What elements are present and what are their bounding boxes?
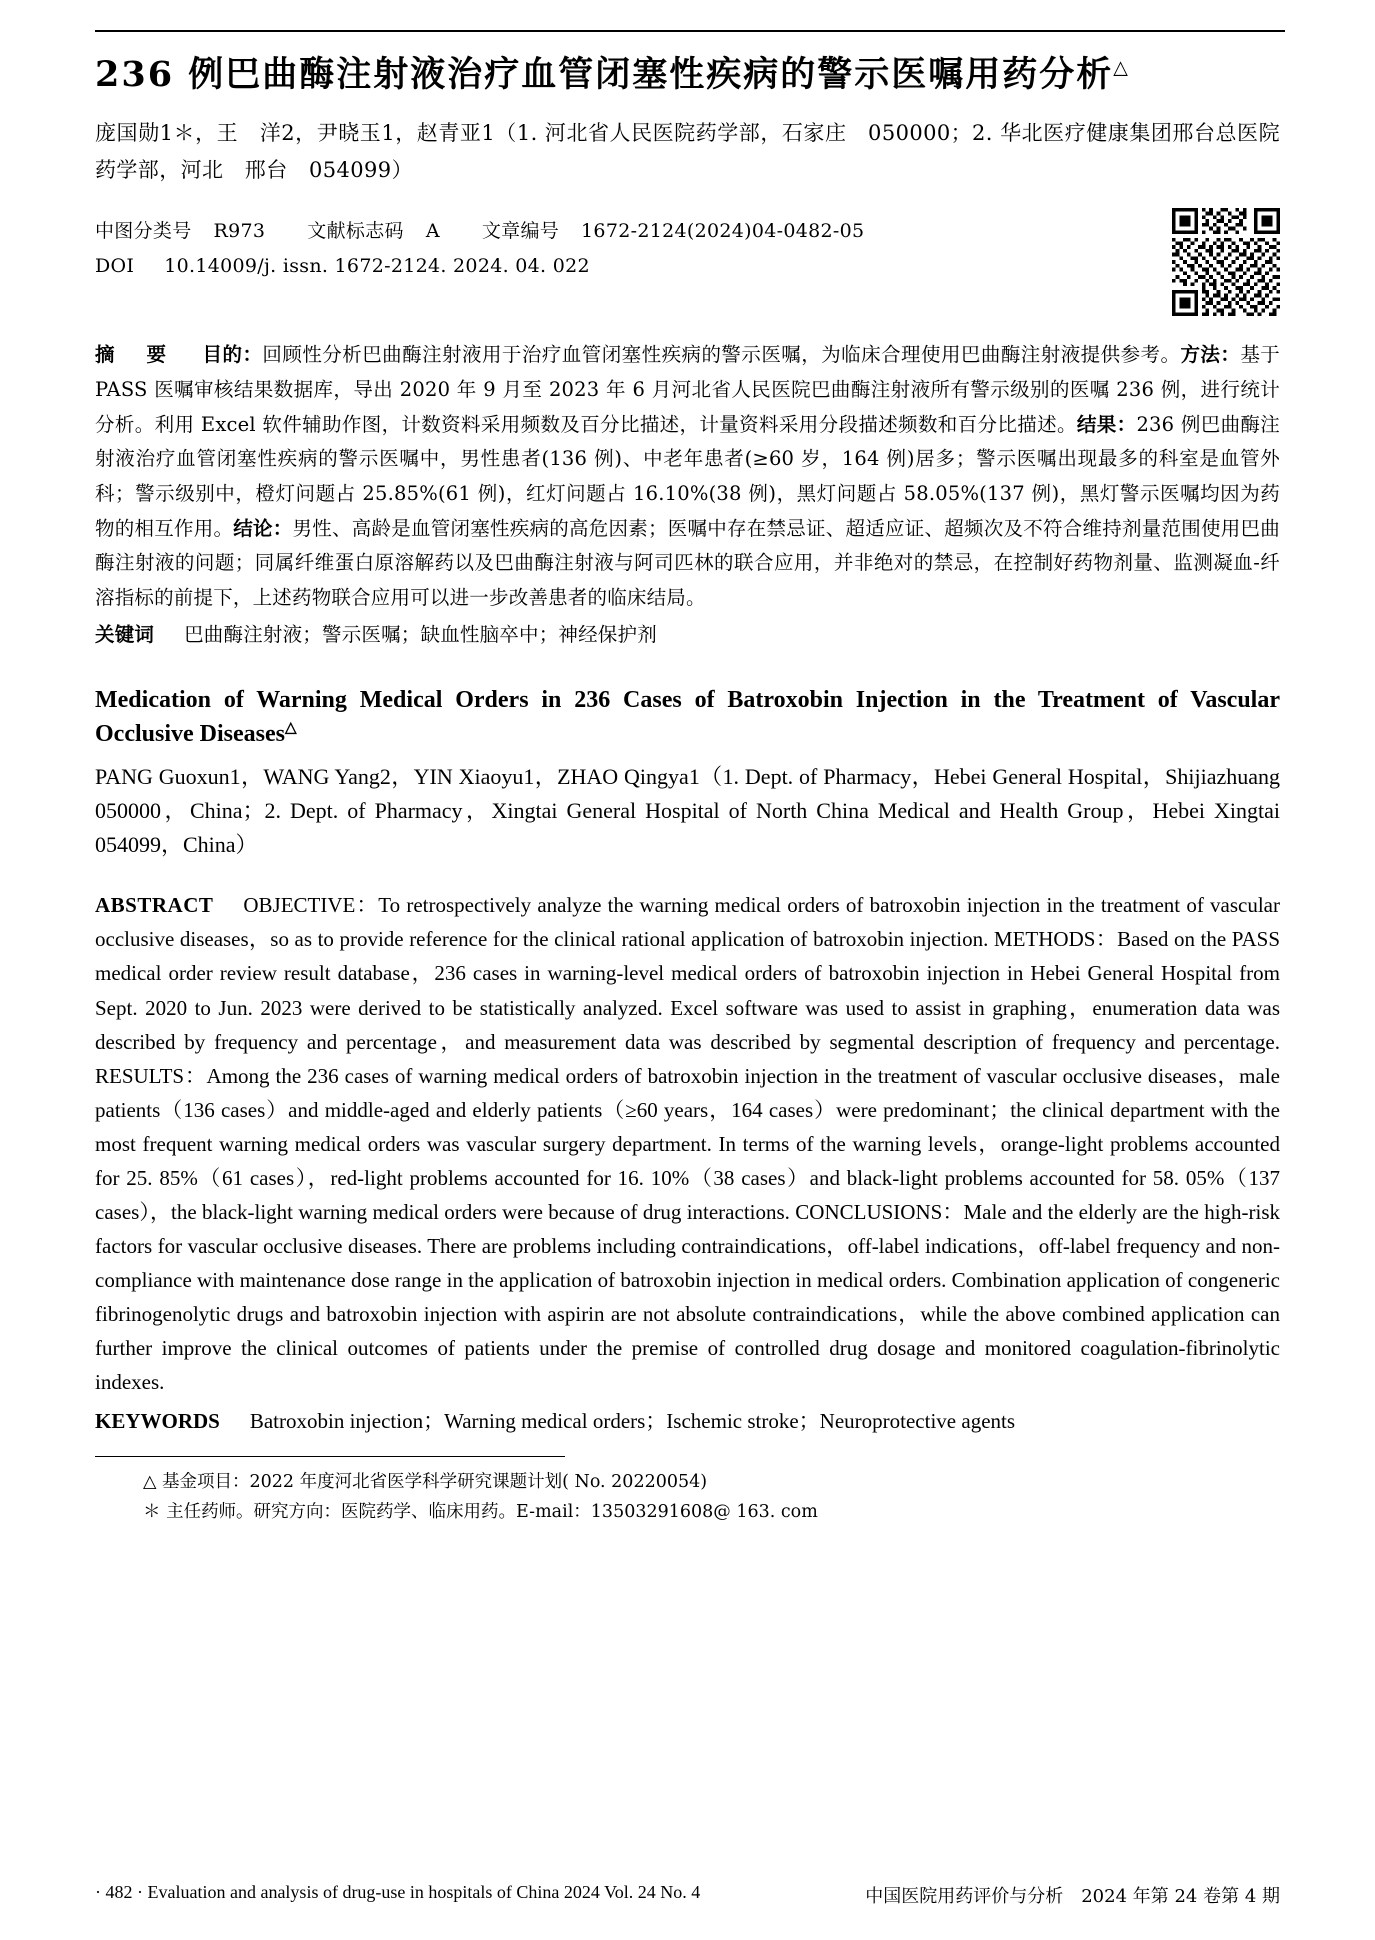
footnote-author: ＊ 主任药师。研究方向：医院药学、临床用药。E-mail：13503291608@ 163. com (143, 1502, 818, 1523)
page-footer (95, 1882, 1280, 1908)
abstract-cn-objective-label: 目的： (202, 343, 263, 367)
abstract-en-results-label: RESULTS： (95, 1063, 207, 1088)
qr-code-icon (1172, 208, 1280, 316)
keywords-en-label: KEYWORDS (95, 1408, 220, 1433)
abstract-en-objective: To retrospectively analyze the warning medical orders of batroxobin injection in the treatment of vascular occlusive diseases，so as to provide reference for the clinical rational application of batroxobin injection. (95, 893, 1280, 952)
abstract-cn-results-label: 结果： (1076, 412, 1137, 436)
page-title-cn-text: 236 例巴曲酶注射液治疗血管闭塞性疾病的警示医嘱用药分析 (95, 54, 1114, 95)
keywords-en-value: Batroxobin injection；Warning medical orders；Ischemic stroke；Neuroprotective agents (249, 1408, 1016, 1433)
page-title-en (95, 683, 1280, 753)
abstract-en (95, 888, 1280, 1398)
title-fund-marker: △ (1113, 56, 1130, 79)
abstract-cn-objective: 回顾性分析巴曲酶注射液用于治疗血管闭塞性疾病的警示医嘱，为临床合理使用巴曲酶注射液提供参考。 (262, 343, 1181, 367)
keywords-en (95, 1405, 1280, 1439)
footnote-rule (95, 1456, 565, 1457)
page-title-cn (95, 50, 1280, 101)
doi-label: DOI (95, 255, 135, 278)
footer-left: · 482 · Evaluation and analysis of drug-use in hospitals of China 2024 Vol. 24 No. 4 (95, 1882, 701, 1902)
article-number-value: 1672-2124(2024)04-0482-05 (581, 220, 865, 243)
doi-value: 10.14009/j. issn. 1672-2124. 2024. 04. 022 (164, 255, 590, 278)
footnote-fund: △ 基金项目：2022 年度河北省医学科学研究课题计划( No. 20220054) (143, 1472, 708, 1493)
meta-line-2 (95, 249, 1280, 284)
abstract-en-conclusion-label: CONCLUSIONS： (795, 1199, 964, 1224)
abstract-en-objective-label: OBJECTIVE： (243, 893, 379, 918)
clc-label: 中图分类号 (95, 220, 192, 243)
keywords-cn (95, 618, 1280, 653)
abstract-cn-label: 摘 要 (95, 343, 173, 367)
abstract-cn-conclusion: 男性、高龄是血管闭塞性疾病的高危因素；医嘱中存在禁忌证、超适应证、超频次及不符合维持剂量范围使用巴曲酶注射液的问题；同属纤维蛋白原溶解药以及巴曲酶注射液与阿司匹林的联合应用，并非绝对的禁忌，在控制好药物剂量、监测凝血-纤溶指标的前提下，上述药物联合应用可以进一步改善患者的临床结局。 (95, 516, 1280, 610)
abstract-en-label: ABSTRACT (95, 893, 214, 918)
abstract-cn-methods: 基于 PASS 医嘱审核结果数据库，导出 2020 年 9 月至 2023 年 6 月河北省人民医院巴曲酶注射液所有警示级别的医嘱 236 例，进行统计分析。利用 Excel 软件辅助作图，计数资料采用频数及百分比描述，计量资料采用分段描述频数和百分比描述。 (95, 343, 1280, 436)
abstract-en-results: Among the 236 cases of warning medical orders of batroxobin injection in the treatment of vascular occlusive diseases，male patients（136 cases）and middle-aged and elderly patients（≥60 years，164 cases）were predominant；the clinical department with the most frequent warning medical orders was vascular surgery department. In terms of the warning levels，orange-light problems accounted for 25. 85%（61 cases），red-light problems accounted for 16. 10%（38 cases）and black-light problems accounted for 58. 05%（137 cases），the black-light warning medical orders were because of drug interactions. (95, 1063, 1280, 1224)
abstract-cn-results: 236 例巴曲酶注射液治疗血管闭塞性疾病的警示医嘱中，男性患者(136 例)、中老年患者(≥60 岁，164 例)居多；警示医嘱出现最多的科室是血管外科；警示级别中，橙灯问题占 25.85%(61 例)，红灯问题占 16.10%(38 例)，黑灯问题占 58.05%(137 例)，黑灯警示医嘱均因为药物的相互作用。 (95, 412, 1280, 540)
abstract-cn (95, 338, 1280, 616)
abstract-en-conclusion: Male and the elderly are the high-risk factors for vascular occlusive diseases. There are problems including contraindications，off-label indications，off-label frequency and non-compliance with maintenance dose range in the application of batroxobin injection in medical orders. Combination application of congeneric fibrinogenolytic drugs and batroxobin injection with aspirin are not absolute contraindications，while the above combined application can further improve the clinical outcomes of patients under the premise of controlled drug dosage and monitored coagulation-fibrinolytic indexes. (95, 1199, 1281, 1394)
abstract-en-methods: Based on the PASS medical order review result database，236 cases in warning-level medical orders of batroxobin injection in Hebei General Hospital from Sept. 2020 to Jun. 2023 were derived to be statistically analyzed. Excel software was used to assist in graphing，enumeration data was described by frequency and percentage，and measurement data was described by segmental description of frequency and percentage. (95, 927, 1280, 1054)
clc-value: R973 (213, 220, 266, 243)
article-number-label: 文章编号 (481, 220, 560, 243)
keywords-cn-label: 关键词 (95, 622, 155, 646)
doccode-label: 文献标志码 (307, 220, 404, 243)
footer-right: 中国医院用药评价与分析 2024 年第 24 卷第 4 期 (865, 1886, 1280, 1907)
meta-block (95, 214, 1280, 310)
footnotes (95, 1467, 1280, 1527)
abstract-cn-methods-label: 方法： (1180, 343, 1241, 367)
abstract-en-methods-label: METHODS： (993, 927, 1118, 952)
doccode-value: A (425, 220, 440, 243)
header-rule (95, 30, 1285, 32)
authors-en: PANG Guoxun1，WANG Yang2，YIN Xiaoyu1，ZHAO Qingya1（1. Dept. of Pharmacy，Hebei General Hospital，Shijiazhuang 050000，China；2. Dept. of Pharmacy，Xingtai General Hospital of North China Medical and Health Group，Hebei Xingtai 054099，China） (95, 764, 1280, 858)
authors-cn: 庞国勋1＊，王 洋2，尹晓玉1，赵青亚1（1. 河北省人民医院药学部，石家庄 050000；2. 华北医疗健康集团邢台总医院药学部，河北 邢台 054099） (95, 120, 1280, 182)
abstract-cn-conclusion-label: 结论： (233, 516, 293, 540)
page-title-en-text: Medication of Warning Medical Orders in 236 Cases of Batroxobin Injection in the Treatment of Vascular Occlusive Diseases (95, 686, 1280, 748)
meta-line-1 (95, 214, 1280, 249)
title-en-fund-marker: △ (284, 720, 297, 737)
keywords-cn-value: 巴曲酶注射液；警示医嘱；缺血性脑卒中；神经保护剂 (184, 622, 657, 646)
